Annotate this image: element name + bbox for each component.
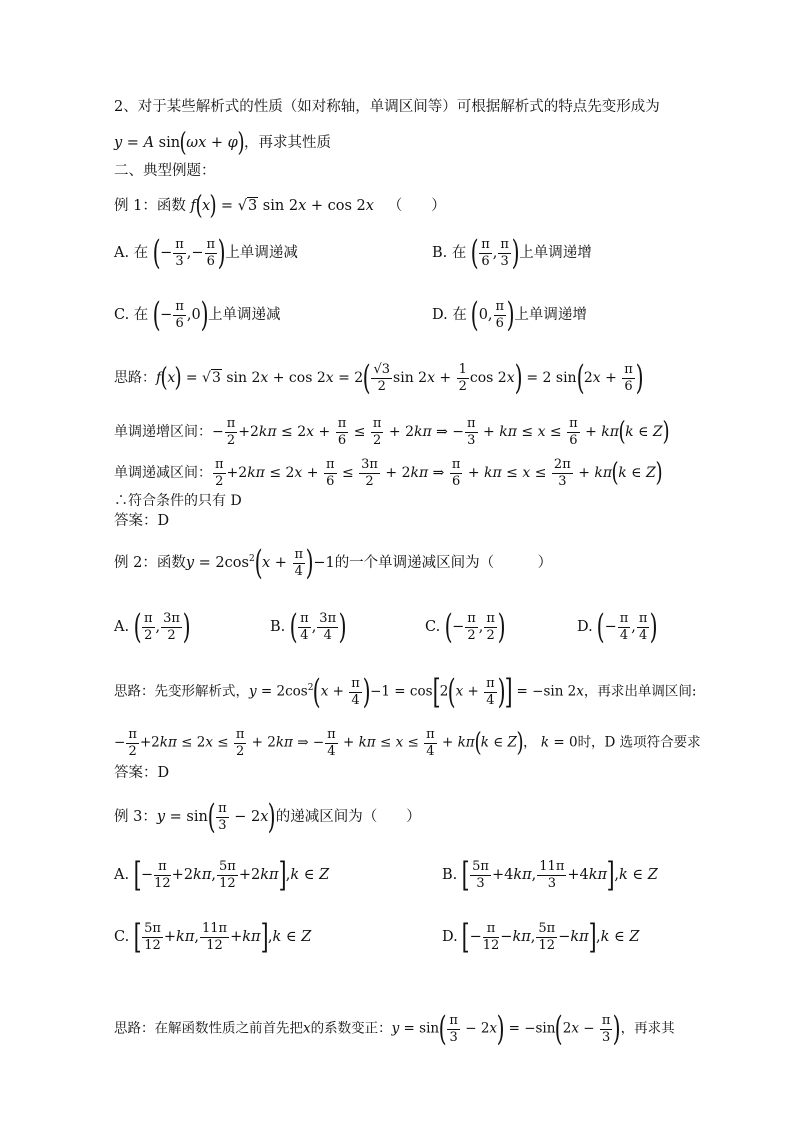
ex1-option-a[interactable]: A. 在 (− $\frac{\pi}{3}$ ,− $\frac{\pi}{6}$ )上单调递减 [114,233,298,273]
ex1-decreasing-interval: 单调递减区间： $\frac{\pi}{2}$ +2kπ ≤ 2x + $\frac{\pi}{6}$ ≤ $\frac{3\pi}{2}$ + 2kπ ⇒ $\frac{\pi}{6}$ + kπ ≤ x ≤ $\frac{2\pi}{3}$ + kπ(k ∈ Z) [114,457,663,489]
ex2-thinking: 思路：先变形解析式，$y = 2\cos^2(x$ + $\frac{\pi}{4}$ )−1 = cos[2(x + $\frac{\pi}{4}$ )] = −sin 2x，再求出单调区间: [114,672,697,712]
ex2-option-b[interactable]: B. ( $\frac{\pi}{4}$ , $\frac{3\pi}{4}$ ) [270,607,347,647]
ex2-interval: − $\frac{\pi}{2}$ +2kπ ≤ 2x ≤ $\frac{\pi}{2}$ + 2kπ ⇒ − $\frac{\pi}{4}$ + kπ ≤ x ≤ $\frac{\pi}{4}$ + kπ(k ∈ Z)， k = 0时，D 选项符合要求 [114,727,701,759]
ex3-option-c[interactable]: C. [ $\frac{5\pi}{12}$ +kπ, $\frac{11\pi}{12}$ +kπ],k ∈ Z [114,917,312,957]
ex1-option-b[interactable]: B. 在 ( $\frac{\pi}{6}$ , $\frac{\pi}{3}$ )上单调递增 [432,233,592,273]
ex3-question: 例 3：y = sin( $\frac{\pi}{3}$ − 2x)的递减区间为（ ） [114,797,421,837]
ex3-option-a[interactable]: A. [− $\frac{\pi}{12}$ +2kπ, $\frac{5\pi}{12}$ +2kπ],k ∈ Z [114,855,330,895]
ex2-option-c[interactable]: C. (− $\frac{\pi}{2}$ , $\frac{\pi}{2}$ ) [425,607,506,647]
ex2-answer: 答案：D [114,765,170,781]
ex1-option-c[interactable]: C. 在 (− $\frac{\pi}{6}$ ,0)上单调递减 [114,295,281,335]
ex3-option-d[interactable]: D. [− $\frac{\pi}{12}$ −kπ, $\frac{5\pi}{12}$ −kπ],k ∈ Z [442,917,640,957]
section-title: 二、典型例题： [114,163,216,179]
ex1-question: 例 1：函数 f(x) = √3 sin 2x + cos 2x （ ） [114,191,446,221]
intro-line-2: y = A sin(ωx + φ)，再求其性质 [114,128,331,158]
ex1-conclusion: ∴符合条件的只有 D [114,493,242,509]
ex3-thinking: 思路：在解函数性质之前首先把x的系数变正：y = sin( $\frac{\pi}{3}$ − 2x) = −sin(2x − $\frac{\pi}{3}$ )，再求其 [114,1009,675,1049]
ex2-option-a[interactable]: A. ( $\frac{\pi}{2}$ , $\frac{3\pi}{2}$ ) [114,607,191,647]
ex1-option-d[interactable]: D. 在 (0, $\frac{\pi}{6}$ )上单调递增 [432,295,587,335]
ex1-thinking: 思路：f(x) = √3 sin 2x + cos 2x = 2( $\frac{√3}{2}$ sin 2x + $\frac{1}{2}$ cos 2x) = 2 sin(2x + $\frac{\pi}{6}$ ) [114,358,644,398]
ex2-question: 例 2：函数$y = 2\cos^2(x$ + $\frac{\pi}{4}$ )−1的一个单调递减区间为（ ） [114,543,553,583]
ex3-option-b[interactable]: B. [ $\frac{5\pi}{3}$ +4kπ, $\frac{11\pi}{3}$ +4kπ],k ∈ Z [442,855,658,895]
intro-line-1: 2、对于某些解析式的性质（如对称轴，单调区间等）可根据解析式的特点先变形成为 [114,99,660,115]
ex1-answer: 答案：D [114,513,170,529]
ex2-option-d[interactable]: D. (− $\frac{\pi}{4}$ , $\frac{\pi}{4}$ ) [577,607,659,647]
ex1-increasing-interval: 单调递增区间：− $\frac{\pi}{2}$ +2kπ ≤ 2x + $\frac{\pi}{6}$ ≤ $\frac{\pi}{2}$ + 2kπ ⇒ − $\frac{\pi}{3}$ + kπ ≤ x ≤ $\frac{\pi}{6}$ + kπ(k ∈ Z) [114,416,670,448]
